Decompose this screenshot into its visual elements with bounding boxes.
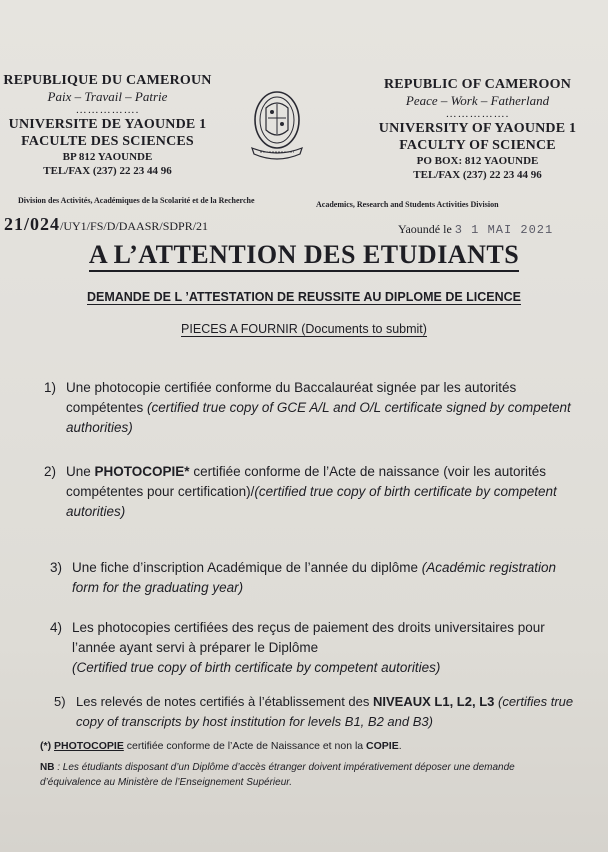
item-translation: copy of transcripts by host institution for levels B1, B2 and B3)	[76, 714, 433, 729]
box-en: PO BOX: 812 YAOUNDE	[416, 155, 539, 167]
item-text: Les relevés de notes certifiés à l’établissement des	[76, 694, 373, 709]
header-left	[0, 72, 215, 178]
motto-en: Peace – Work – Fatherland	[405, 93, 550, 108]
city-label: Yaoundé le	[398, 222, 452, 236]
reference-code: /UY1/FS/D/DAASR/SDPR/21	[60, 219, 209, 233]
faculty-fr: FACULTE DES SCIENCES	[21, 134, 194, 149]
item-text: compétentes pour certification)/	[66, 484, 255, 499]
item-emphasis: PHOTOCOPIE*	[94, 464, 190, 479]
item-translation: authorities)	[66, 420, 133, 435]
footnote-text: certifiée conforme de l’Acte de Naissance et non la	[123, 740, 367, 752]
item-number: 3)	[50, 560, 63, 575]
item-text: Les photocopies certifiées des reçus de paiement des droits universitaires pour	[72, 620, 545, 635]
item-translation: autorities)	[66, 504, 126, 519]
pieces-heading: PIECES A FOURNIR (Documents to submit)	[181, 322, 427, 336]
item-text: certifiée conforme de l’Acte de naissance (voir les autorités	[189, 464, 546, 479]
nb-text: : Les étudiants disposant d’un Diplôme d’accès étranger doivent impérativement déposer une demande d’équivalence au Ministère de l’Enseignement Supérieur.	[40, 762, 515, 788]
country-fr: REPUBLIQUE DU CAMEROUN	[3, 73, 212, 88]
item-translation: (certified true copy of birth certificate by competent	[254, 484, 557, 499]
item-number: 5)	[54, 694, 66, 709]
box-fr: BP 812 YAOUNDE	[62, 151, 153, 163]
tel-fr: TEL/FAX (237) 22 23 44 96	[43, 165, 172, 177]
item-number: 2)	[44, 464, 57, 479]
motto-fr: Paix – Travail – Patrie	[47, 89, 168, 104]
item-translation: (Certified true copy of birth certificate by competent autorities)	[72, 660, 441, 675]
university-fr: UNIVERSITE DE YAOUNDE 1	[8, 117, 207, 132]
date-stamp: 3 1 MAI 2021	[454, 223, 554, 237]
division-en: Academics, Research and Students Activities Division	[316, 200, 499, 209]
reference-number	[4, 214, 208, 235]
tel-en: TEL/FAX (237) 22 23 44 96	[413, 169, 542, 181]
division-fr: Division des Activités, Académiques de la Scolarité et de la Recherche	[18, 196, 255, 205]
footnote-emphasis: PHOTOCOPIE	[54, 740, 124, 752]
separator-dots-right: …………….	[445, 108, 510, 120]
item-emphasis: NIVEAUX L1, L2, L3	[373, 694, 495, 709]
item-text: l’année ayant servi à préparer le Diplôme	[72, 640, 319, 655]
country-en: REPUBLIC OF CAMEROON	[383, 77, 572, 92]
document-subtitle: DEMANDE DE L ’ATTESTATION DE REUSSITE AU DIPLOME DE LICENCE	[86, 290, 522, 304]
item-text: compétentes	[66, 400, 148, 415]
faculty-en: FACULTY OF SCIENCE	[399, 138, 556, 153]
header-right	[370, 76, 585, 182]
item-translation: (certifies true	[494, 694, 574, 709]
item-number: 1)	[44, 380, 57, 395]
item-translation: (certified true copy of GCE A/L and O/L certificate signed by competent	[147, 400, 571, 415]
item-text: Une	[66, 464, 95, 479]
item-number: 4)	[50, 620, 63, 635]
university-en: UNIVERSITY OF YAOUNDE 1	[378, 121, 577, 136]
footnote	[40, 740, 402, 752]
item-text: Une fiche d’inscription Académique de l’année du diplôme	[72, 560, 422, 575]
footnote-emphasis: COPIE	[366, 740, 399, 752]
place-date	[398, 222, 553, 237]
reference-handwritten: 21/024	[4, 214, 61, 234]
nb-note	[40, 760, 570, 790]
nb-label: NB	[40, 762, 55, 773]
separator-dots-left: …………….	[75, 104, 140, 116]
university-seal-icon	[248, 86, 306, 166]
item-translation: form for the graduating year)	[72, 580, 244, 595]
item-translation: (Académic registration	[421, 560, 557, 575]
page-title: A L’ATTENTION DES ETUDIANTS	[0, 240, 608, 270]
footnote-mark: (*)	[40, 740, 54, 752]
footnote-text: .	[398, 740, 402, 752]
item-text: Une photocopie certifiée conforme du Baccalauréat signée par les autorités	[66, 380, 517, 395]
